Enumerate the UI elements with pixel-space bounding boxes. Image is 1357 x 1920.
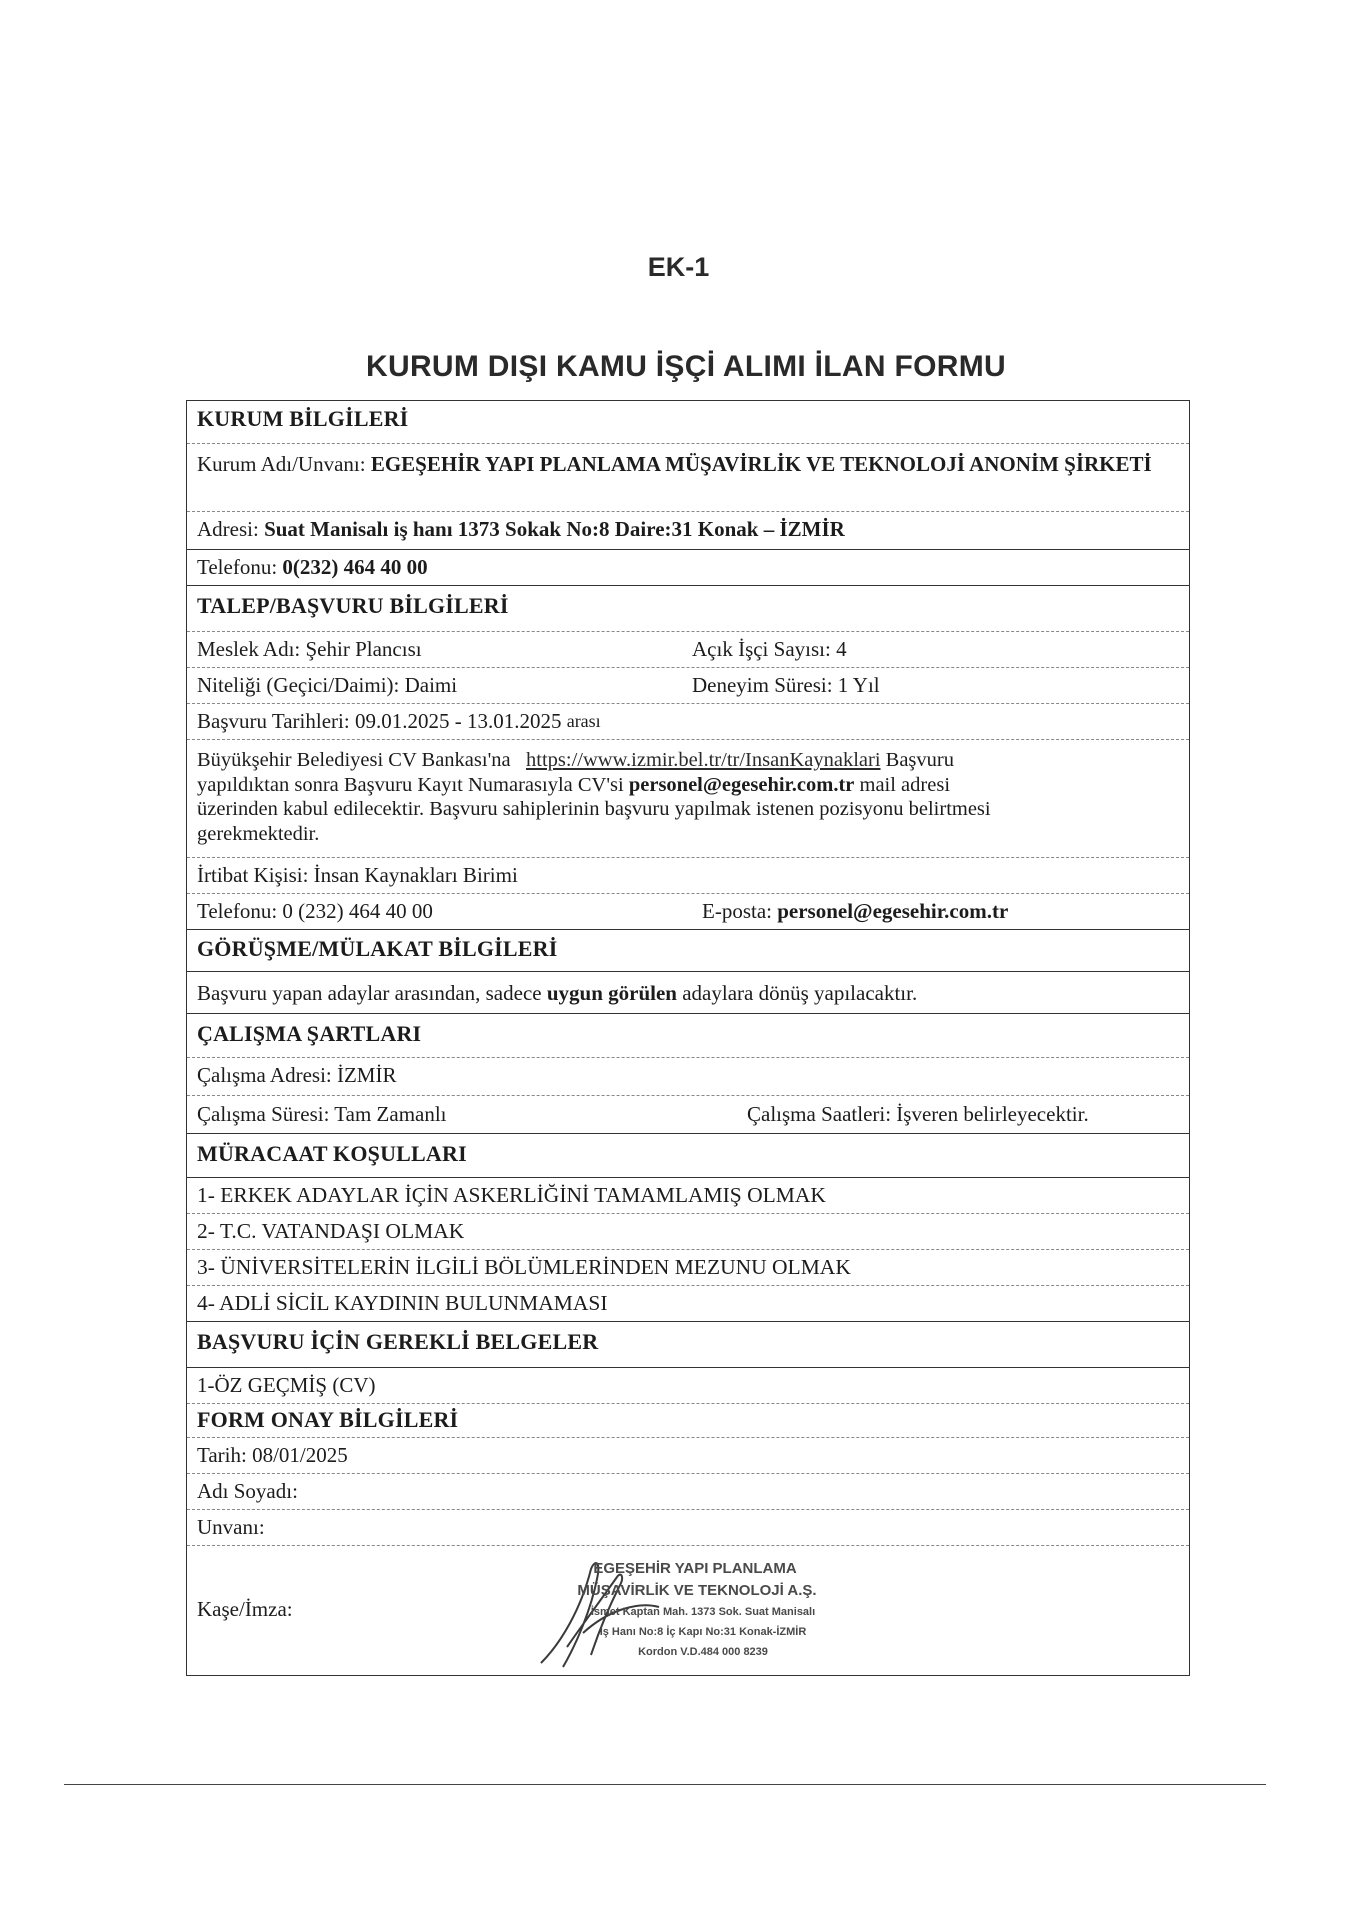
gorusme-text-row	[187, 971, 1189, 1013]
kurum-address-row	[187, 511, 1189, 545]
deneyim-text: Deneyim Süresi: 1 Yıl	[692, 672, 880, 697]
contact-phone: Telefonu: 0 (232) 464 40 00	[197, 898, 433, 923]
stamp-line-3: İsmet Kaptan Mah. 1373 Sok. Suat Manisalı	[590, 1606, 816, 1618]
gorusme-text-1: Başvuru yapan adaylar arasından, sadece	[197, 980, 542, 1005]
tarih-row	[187, 703, 1189, 737]
onay-adi-soyadi: Adı Soyadı:	[187, 1473, 1189, 1507]
stamp-line-5: Kordon V.D.484 000 8239	[638, 1646, 768, 1658]
cv-text-4: mail adresi	[859, 773, 951, 796]
calisma-sure-row	[187, 1095, 1189, 1131]
kurum-phone-row	[187, 549, 1189, 583]
section-talep-heading: TALEP/BAŞVURU BİLGİLERİ	[187, 585, 1189, 625]
cv-email[interactable]: personel@egesehir.com.tr	[628, 773, 855, 796]
contact-email-label: E-posta:	[702, 898, 772, 923]
onay-tarih: Tarih: 08/01/2025	[187, 1437, 1189, 1471]
kurum-phone-value: 0(232) 464 40 00	[282, 554, 428, 579]
calisma-adres: Çalışma Adresi: İZMİR	[187, 1057, 1189, 1091]
muracaat-item: 3- ÜNİVERSİTELERİN İLGİLİ BÖLÜMLERİNDEN MEZUNU OLMAK	[187, 1249, 1189, 1283]
stamp-line-2: MÜŞAVİRLİK VE TEKNOLOJİ A.Ş.	[577, 1582, 817, 1599]
section-onay-heading: FORM ONAY BİLGİLERİ	[187, 1403, 1189, 1435]
contact-email-value[interactable]: personel@egesehir.com.tr	[777, 898, 1009, 923]
annex-label: EK-1	[647, 252, 710, 282]
tarih-suffix: arası	[566, 710, 601, 731]
muracaat-item: 4- ADLİ SİCİL KAYDININ BULUNMAMASI	[187, 1285, 1189, 1319]
muracaat-item: 2- T.C. VATANDAŞI OLMAK	[187, 1213, 1189, 1247]
stamp-graphic	[527, 1551, 887, 1677]
acik-isci-text: Açık İşçi Sayısı: 4	[692, 636, 847, 661]
tarih-value: 09.01.2025 - 13.01.2025	[354, 708, 562, 733]
scan-divider-line	[64, 1784, 1266, 1785]
irtibat-row: İrtibat Kişisi: İnsan Kaynakları Birimi	[187, 857, 1189, 891]
meslek-text: Meslek Adı: Şehir Plancısı	[197, 636, 422, 661]
gorusme-text-2: adaylara dönüş yapılacaktır.	[682, 980, 918, 1005]
kurum-address-value: Suat Manisalı iş hanı 1373 Sokak No:8 Daire:31 Konak – İZMİR	[264, 516, 845, 541]
cv-text-2: Başvuru	[885, 749, 954, 771]
meslek-row	[187, 631, 1189, 665]
gorusme-text-bold: uygun görülen	[546, 980, 677, 1005]
onay-unvan: Unvanı:	[187, 1509, 1189, 1543]
company-stamp	[527, 1551, 887, 1682]
belge-item: 1-ÖZ GEÇMİŞ (CV)	[187, 1367, 1189, 1401]
cv-bank-link[interactable]: https://www.izmir.bel.tr/tr/InsanKaynaklari	[526, 749, 881, 771]
kurum-address-label: Adresi:	[197, 516, 259, 541]
cv-text-3: yapıldıktan sonra Başvuru Kayıt Numarasıyla CV'si	[197, 773, 624, 796]
section-gorusme-heading: GÖRÜŞME/MÜLAKAT BİLGİLERİ	[187, 929, 1189, 967]
form-title: KURUM DIŞI KAMU İŞÇİ ALIMI İLAN FORMU	[366, 350, 1006, 383]
calisma-sure: Çalışma Süresi: Tam Zamanlı	[197, 1101, 447, 1126]
stamp-line-1: EGEŞEHİR YAPI PLANLAMA	[593, 1560, 797, 1577]
section-belgeler-heading: BAŞVURU İÇİN GEREKLİ BELGELER	[187, 1321, 1189, 1361]
cv-text-6: gerekmektedir.	[197, 822, 320, 845]
nitelik-row	[187, 667, 1189, 701]
onay-kase-imza: Kaşe/İmza:	[187, 1545, 1189, 1671]
muracaat-item: 1- ERKEK ADAYLAR İÇİN ASKERLİĞİNİ TAMAMLAMIŞ OLMAK	[187, 1177, 1189, 1211]
tarih-label: Başvuru Tarihleri:	[197, 708, 350, 733]
cv-instructions	[187, 739, 1189, 849]
calisma-saat: Çalışma Saatleri: İşveren belirleyecektir.	[747, 1101, 1089, 1126]
section-kurum-heading: KURUM BİLGİLERİ	[197, 406, 409, 431]
kurum-phone-label: Telefonu:	[197, 554, 278, 579]
cv-text-1: Büyükşehir Belediyesi CV Bankası'na	[197, 749, 511, 771]
section-muracaat-heading: MÜRACAAT KOŞULLARI	[187, 1133, 1189, 1173]
cv-text-5: üzerinden kabul edilecektir. Başvuru sahiplerinin başvuru yapılmak istenen pozisyonu belirtmesi	[197, 798, 991, 820]
kurum-name-row	[187, 443, 1189, 505]
nitelik-text: Niteliği (Geçici/Daimi): Daimi	[197, 672, 458, 697]
section-calisma-heading: ÇALIŞMA ŞARTLARI	[187, 1013, 1189, 1053]
kurum-name-value: EGEŞEHİR YAPI PLANLAMA MÜŞAVİRLİK VE TEKNOLOJİ ANONİM ŞİRKETİ	[370, 452, 1152, 476]
kurum-name-label: Kurum Adı/Unvanı:	[197, 452, 366, 476]
stamp-line-4: İş Hanı No:8 İç Kapı No:31 Konak-İZMİR	[599, 1626, 807, 1638]
announcement-form	[186, 400, 1190, 1676]
contact-email-wrap	[702, 899, 1008, 923]
contact-phone-row	[187, 893, 1189, 927]
